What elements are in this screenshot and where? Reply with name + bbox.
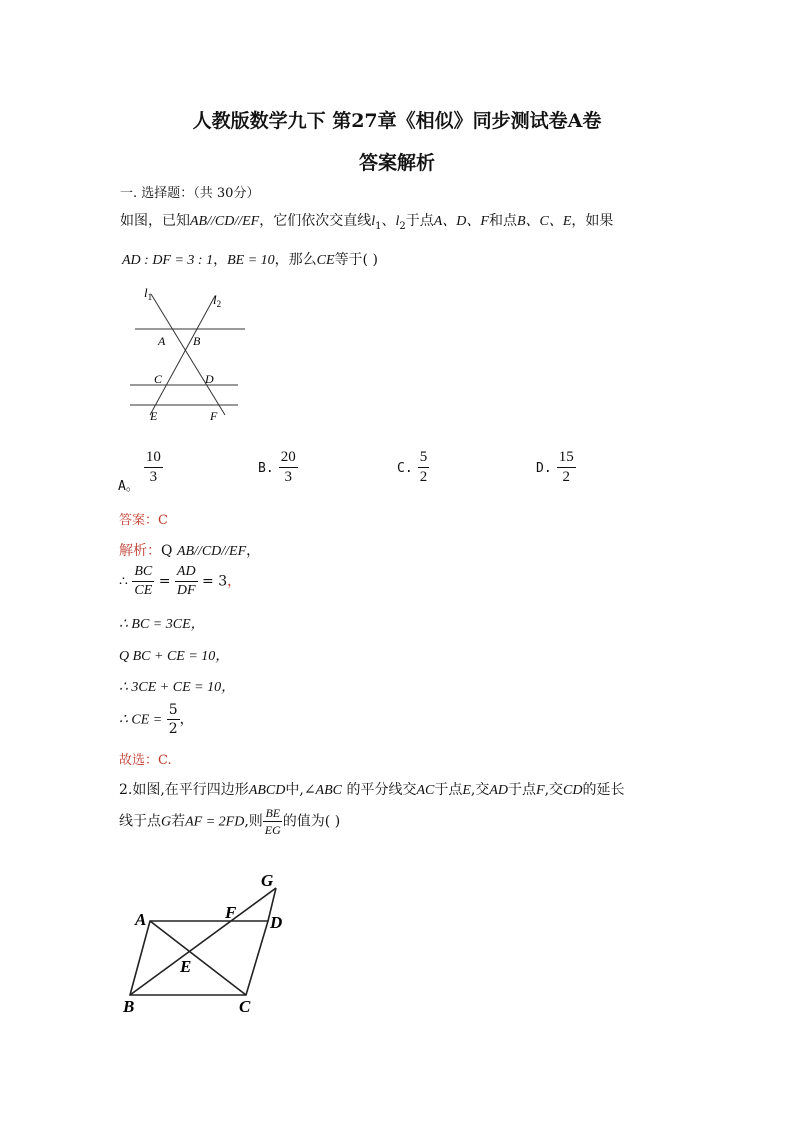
- label-l1: $l_1$: [144, 285, 153, 302]
- label-E: E: [150, 409, 158, 423]
- label-D: D: [205, 372, 214, 386]
- q1-step3: Q BC + CE = 10，: [119, 649, 230, 664]
- label-F: F: [210, 409, 218, 423]
- bisector-bg: [130, 888, 276, 995]
- q1-option-c[interactable]: C. $\frac{5}{2}$: [397, 449, 428, 485]
- label-D: D: [270, 913, 283, 932]
- q1-conclusion: 故选：C.: [119, 753, 172, 768]
- q2-figure: [118, 866, 298, 1026]
- q1-step2: ∴ BC = 3CE，: [119, 617, 205, 632]
- label-B: B: [123, 997, 135, 1016]
- label-E: E: [180, 957, 192, 976]
- diagonal-ac: [150, 921, 246, 995]
- q1-stem-line1: 如图，已知AB//CD//EF，它们依次交直线$l_1$、$l_2$于点A、D、F和点B、C、E，如果: [120, 213, 614, 232]
- line-l1: [151, 294, 225, 415]
- line-l2: [150, 296, 215, 415]
- q1-step5: ∴ CE = $\frac{5}{2}$ ，: [119, 702, 194, 737]
- label-C: C: [239, 997, 251, 1016]
- section-heading: 一. 选择题：（共 30分）: [120, 186, 260, 201]
- label-B: B: [193, 334, 201, 348]
- label-A: A: [158, 334, 166, 348]
- q1-answer: 答案：C: [119, 513, 168, 528]
- q1-option-d[interactable]: D. $\frac{15}{2}$: [536, 449, 574, 485]
- q1-step1: ∴ $\frac{BC}{CE}$ = $\frac{AD}{DF}$ = 3，: [119, 564, 242, 598]
- page-title: 人教版数学九下 第27章《相似》同步测试卷A卷: [192, 110, 602, 132]
- label-l2: $l_2$: [213, 292, 222, 309]
- q1-figure: [125, 282, 255, 427]
- q1-option-b[interactable]: B. $\frac{20}{3}$: [258, 449, 296, 485]
- q2-stem-line1: 2.如图,在平行四边形ABCD中,∠ABC 的平分线交AC于点E,交AD于点F,交CD的延长: [119, 782, 625, 798]
- label-A: A: [135, 910, 147, 929]
- q1-stem-line2: AD : DF = 3 : 1，BE = 10，那么CE等于( ): [122, 252, 378, 268]
- q1-analysis-line: 解析：Q AB//CD//EF，: [119, 543, 261, 559]
- page-subtitle: 答案解析: [358, 152, 435, 174]
- q1-step4: ∴ 3CE + CE = 10，: [119, 680, 236, 695]
- q2-stem-line2: 线于点G若AF = 2FD,则 $\frac{BE}{EG}$ 的值为( ): [119, 806, 341, 837]
- label-C: C: [154, 372, 163, 386]
- label-F: F: [225, 903, 237, 922]
- q1-option-a[interactable]: $_{A。}$ $\frac{10}{3}$: [118, 449, 161, 494]
- label-G: G: [261, 871, 274, 890]
